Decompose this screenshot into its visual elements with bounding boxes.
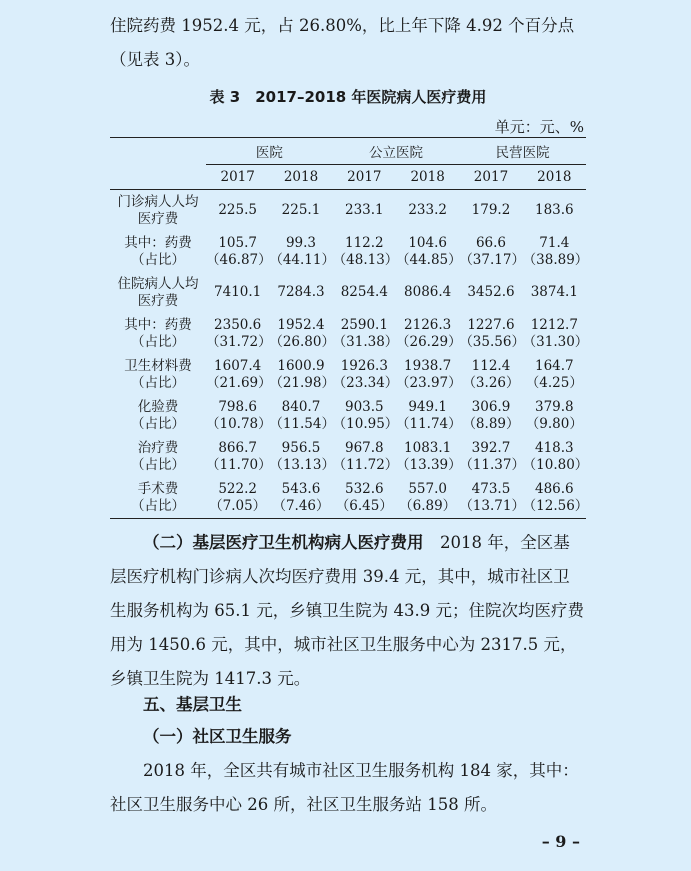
table-cell (333, 272, 396, 313)
table-cell (523, 354, 586, 395)
cell-share: （6.45） (335, 497, 393, 514)
cell-share: （3.26） (462, 374, 520, 391)
table-cell (332, 436, 399, 477)
cell-value: 532.6 (344, 480, 384, 497)
year-header: 2018 (523, 165, 586, 190)
cell-value: 486.6 (534, 480, 574, 497)
cell-value: 1227.6 (467, 316, 515, 333)
page-number: – 9 – (541, 832, 580, 851)
cell-value: 183.6 (534, 202, 574, 218)
cell-value: 392.7 (471, 439, 511, 456)
row-label-line2: （占比） (131, 497, 185, 514)
cell-value: 956.5 (281, 439, 321, 456)
section5-subheading: （一）社区卫生服务 (143, 727, 292, 746)
row-label-line1: 治疗费 (137, 439, 179, 456)
cell-value: 1938.7 (404, 357, 452, 374)
table-row (110, 436, 586, 477)
row-label-line1: 其中：药费 (124, 316, 192, 333)
table-cell (206, 354, 272, 395)
cell-share: （31.30） (522, 333, 589, 350)
cell-value: 967.8 (344, 439, 384, 456)
row-label (110, 354, 206, 395)
table-title: 表 3 2017–2018 年医院病人医疗费用 (209, 88, 487, 106)
cell-value: 866.7 (218, 439, 257, 456)
row-label-line2: 医疗费 (137, 292, 179, 309)
row-label (110, 313, 206, 354)
row-label-line2: （占比） (131, 251, 185, 268)
cell-share: （9.80） (525, 415, 583, 432)
cell-value: 2590.1 (340, 316, 388, 333)
cell-value: 418.3 (534, 439, 574, 456)
cell-share: （44.11） (269, 251, 335, 268)
cell-value: 179.2 (471, 202, 511, 218)
cell-value: 2350.6 (214, 316, 262, 333)
table-cell (522, 231, 589, 272)
year-header: 2017 (459, 165, 522, 190)
row-label (110, 231, 206, 272)
table-cell (396, 272, 459, 313)
cell-share: （48.13） (332, 251, 399, 268)
cell-value: 1926.3 (340, 357, 388, 374)
section5-heading: 五、基层卫生 (143, 695, 242, 714)
row-label (110, 395, 206, 436)
table-cell (269, 477, 332, 519)
table-cell (269, 395, 335, 436)
cell-value: 949.1 (408, 398, 447, 415)
table-cell (522, 436, 589, 477)
cell-share: （21.69） (206, 374, 272, 391)
cell-value: 2126.3 (404, 316, 452, 333)
cell-value: 66.6 (475, 234, 506, 251)
table-row (110, 477, 586, 519)
cell-value: 557.0 (408, 480, 447, 497)
table-cell (459, 395, 522, 436)
table-cell (459, 313, 525, 354)
cell-value: 104.6 (408, 234, 447, 251)
cell-value: 543.6 (281, 480, 321, 497)
cell-share: （12.56） (522, 497, 589, 514)
section2-paragraph (110, 526, 586, 696)
cell-share: （13.71） (459, 497, 525, 514)
section2-body: 2018 年，全区基层医疗机构门诊病人次均医疗费用 39.4 元，其中，城市社区卫生服务机构为 65.1 元，乡镇卫生院为 43.9 元；住院次均医疗费用为 1450.6 元，其中，城市社区卫生服务中心为 2317.5 元，乡镇卫生院为 1417.3 元。 (110, 533, 584, 688)
year-header: 2018 (269, 165, 332, 190)
row-label-line1: 门诊病人人均 (117, 193, 199, 210)
table-cell (523, 190, 586, 232)
year-header: 2017 (206, 165, 269, 190)
table-cell (269, 436, 335, 477)
cell-value: 840.7 (281, 398, 321, 415)
cell-share: （13.13） (269, 456, 335, 473)
cell-share: （13.39） (395, 456, 462, 473)
cell-value: 8086.4 (404, 284, 452, 300)
cell-value: 112.4 (471, 357, 511, 374)
row-label-line1: 其中：药费 (124, 234, 192, 251)
cell-share: （31.72） (206, 333, 272, 350)
cell-value: 7284.3 (277, 284, 325, 300)
group-header: 医院 (206, 138, 333, 165)
table-cell (395, 313, 462, 354)
table-cell (333, 190, 396, 232)
year-header: 2018 (396, 165, 459, 190)
cell-share: （37.17） (459, 251, 525, 268)
cell-value: 225.1 (281, 202, 321, 218)
table-cell (395, 354, 462, 395)
cell-value: 112.2 (344, 234, 384, 251)
cell-share: （21.98） (269, 374, 335, 391)
row-label-line2: 医疗费 (137, 210, 179, 227)
row-label (110, 436, 206, 477)
cell-share: （35.56） (459, 333, 525, 350)
table-cell (269, 313, 335, 354)
table-cell (395, 395, 462, 436)
table-cell (396, 477, 459, 519)
table-cell (395, 436, 462, 477)
cell-value: 1083.1 (404, 439, 452, 456)
cell-share: （6.89） (399, 497, 457, 514)
table-cell (206, 477, 269, 519)
medical-cost-table (110, 137, 589, 519)
table-cell (523, 272, 586, 313)
table-cell (332, 231, 399, 272)
cell-value: 798.6 (218, 398, 257, 415)
cell-value: 379.8 (534, 398, 574, 415)
cell-share: （8.89） (462, 415, 520, 432)
table-cell (459, 272, 522, 313)
table-cell (206, 190, 269, 232)
table-cell (459, 190, 522, 232)
table-corner (110, 138, 206, 190)
table-cell (206, 313, 272, 354)
table-row (110, 395, 586, 436)
cell-share: （11.54） (269, 415, 335, 432)
cell-value: 164.7 (534, 357, 574, 374)
cell-value: 1212.7 (530, 316, 578, 333)
table-cell (332, 354, 399, 395)
table-cell (459, 231, 525, 272)
cell-share: （10.80） (522, 456, 589, 473)
cell-share: （11.72） (332, 456, 399, 473)
table-cell (269, 354, 335, 395)
table-cell (333, 477, 396, 519)
table-row (110, 354, 586, 395)
cell-value: 1600.9 (277, 357, 325, 374)
table-unit: 单元：元、% (494, 118, 584, 136)
table-cell (459, 354, 522, 395)
year-header: 2017 (333, 165, 396, 190)
cell-value: 8254.4 (340, 284, 388, 300)
cell-share: （26.80） (269, 333, 335, 350)
cell-value: 1952.4 (277, 316, 325, 333)
table-cell (269, 272, 332, 313)
section2-heading: （二）基层医疗卫生机构病人医疗费用 (143, 533, 424, 552)
row-label-line1: 化验费 (137, 398, 179, 415)
row-label-line1: 卫生材料费 (124, 357, 192, 374)
cell-value: 1607.4 (214, 357, 262, 374)
cell-share: （44.85） (395, 251, 462, 268)
row-label-line1: 手术费 (137, 480, 179, 497)
cell-share: （11.70） (206, 456, 272, 473)
section5-paragraph: 2018 年，全区共有城市社区卫生服务机构 184 家，其中：社区卫生服务中心 26 所，社区卫生服务站 158 所。 (110, 761, 579, 814)
row-label (110, 272, 206, 313)
table-cell (396, 190, 459, 232)
cell-share: （46.87） (206, 251, 272, 268)
table-cell (269, 231, 335, 272)
cell-value: 522.2 (218, 480, 257, 497)
cell-share: （38.89） (522, 251, 589, 268)
table-cell (522, 477, 589, 519)
cell-value: 3452.6 (467, 284, 515, 300)
row-label (110, 190, 206, 232)
cell-share: （11.37） (459, 456, 525, 473)
cell-value: 233.1 (344, 202, 384, 218)
cell-value: 233.2 (408, 202, 447, 218)
group-header: 公立医院 (333, 138, 460, 165)
cell-share: （7.46） (272, 497, 330, 514)
cell-value: 105.7 (218, 234, 257, 251)
row-label-line2: （占比） (131, 374, 185, 391)
cell-value: 225.5 (218, 202, 257, 218)
cell-value: 7410.1 (214, 284, 262, 300)
table-cell (459, 436, 525, 477)
cell-share: （26.29） (395, 333, 462, 350)
table-cell (522, 313, 589, 354)
cell-value: 306.9 (471, 398, 511, 415)
cell-share: （23.34） (332, 374, 399, 391)
table-cell (206, 272, 269, 313)
table-cell (332, 313, 399, 354)
cell-value: 3874.1 (530, 284, 578, 300)
cell-share: （31.38） (332, 333, 399, 350)
table-cell (206, 395, 272, 436)
table-cell (332, 395, 399, 436)
cell-value: 473.5 (471, 480, 511, 497)
cell-share: （4.25） (525, 374, 583, 391)
cell-share: （10.95） (332, 415, 399, 432)
row-label (110, 477, 206, 519)
table-cell (459, 477, 525, 519)
intro-paragraph: 住院药费 1952.4 元，占 26.80%，比上年下降 4.92 个百分点（见表 3）。 (110, 16, 575, 69)
table-cell (395, 231, 462, 272)
table-cell (269, 190, 332, 232)
group-header: 民营医院 (459, 138, 586, 165)
cell-value: 99.3 (285, 234, 317, 251)
row-label-line2: （占比） (131, 456, 185, 473)
row-label-line1: 住院病人人均 (117, 275, 199, 292)
cell-value: 903.5 (344, 398, 384, 415)
cell-share: （10.78） (206, 415, 272, 432)
table-cell (206, 231, 272, 272)
table-cell (523, 395, 586, 436)
row-label-line2: （占比） (131, 415, 185, 432)
table-cell (206, 436, 272, 477)
cell-share: （7.05） (209, 497, 267, 514)
table-row (110, 190, 586, 232)
cell-share: （23.97） (395, 374, 462, 391)
table-row (110, 231, 586, 272)
cell-share: （11.74） (395, 415, 462, 432)
table-row (110, 272, 586, 313)
table-row (110, 313, 586, 354)
cell-value: 71.4 (539, 234, 570, 251)
row-label-line2: （占比） (131, 333, 185, 350)
